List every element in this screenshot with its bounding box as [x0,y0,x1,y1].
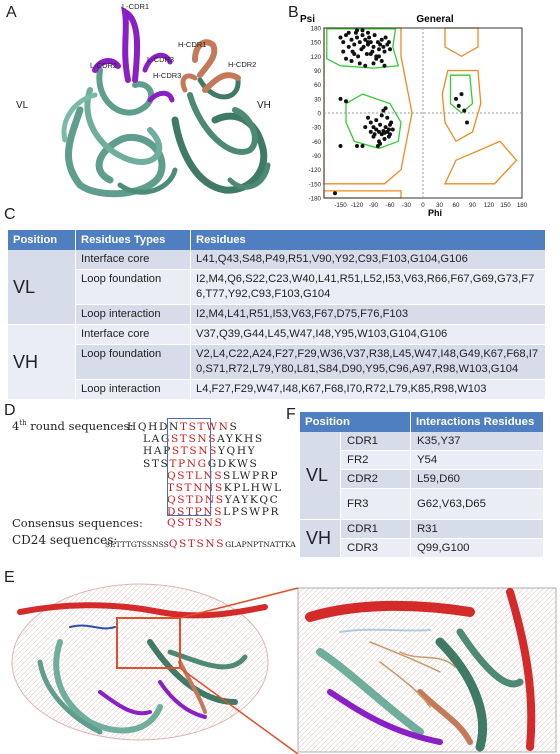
type-cell: Interface core [76,325,191,345]
lcdr3-label: L-CDR3 [147,55,175,64]
data-point [372,45,376,49]
data-point [363,64,367,68]
panel-label-a: A [6,4,17,21]
consensus-sequence: QSTSNS [167,517,224,529]
residues-cell: L41,Q43,S48,P49,R51,V90,Y92,C93,F103,G104,G106 [191,250,546,270]
panel-label-d: D [4,402,16,419]
data-point [350,59,354,63]
data-point [374,118,378,122]
sequence-row: LAGSTSNSAYKHS [143,433,264,446]
data-point [387,40,391,44]
data-point [350,38,354,42]
sequence-row: HAPSTSNSYQHY [143,445,257,458]
table-row [300,520,544,539]
position-cell-vh: VH [300,520,341,558]
alignment-box [167,418,211,516]
table-row [8,250,546,270]
sequence-row: STSTPNGGDKWS [143,457,259,470]
data-point [344,57,348,61]
type-cell: Loop interaction [76,305,191,325]
data-point [355,144,359,148]
data-point [454,97,458,101]
data-point [361,144,365,148]
data-point [358,61,362,65]
allowed-region-top-right [445,28,478,56]
data-point [387,128,391,132]
data-point [460,92,464,96]
data-point [352,52,356,56]
type-cell: Loop foundation [76,270,191,305]
data-point [377,47,381,51]
data-point [366,116,370,120]
x-tick-label: -60 [385,202,395,209]
residues-cell: V37,Q39,G44,L45,W47,I48,Y95,W103,G104,G106 [191,325,546,345]
position-cell-vh: VH [8,325,76,400]
region-cell: CDR1 [341,432,411,451]
antibody-structure-figure [0,0,290,205]
x-tick-label: -150 [334,202,347,209]
x-tick-label: 30 [436,202,443,209]
data-point [358,40,362,44]
data-point [355,35,359,39]
lcdr1-label: L-CDR1 [122,2,150,11]
data-point [355,28,359,32]
data-point [341,50,345,54]
sequence-row: QSTDNSYAYKQC [167,494,280,507]
sequence-row: QSTLNSSLWPRP [167,469,280,482]
table-row [300,432,544,451]
type-cell: Loop foundation [76,345,191,380]
data-point [369,52,373,56]
y-tick-label: 60 [314,82,321,90]
data-point [465,120,469,124]
data-point [369,120,373,124]
y-tick-label: 30 [314,96,321,104]
lcdr2-label: L-CDR2 [90,61,118,70]
x-tick-label: 180 [516,202,528,209]
data-point [376,144,380,148]
cd24-sequence: SETTTGTSSNSSQSTSNSGLAPNPTNATTKA [105,538,296,550]
data-point [385,116,389,120]
data-point [356,54,360,58]
panel-label-f: F [286,406,296,423]
y-tick-label: 0 [317,110,321,118]
data-point [383,64,387,68]
y-tick-label: 120 [310,53,321,61]
x-tick-label: -120 [350,202,364,209]
data-point [339,97,343,101]
data-point [378,43,382,47]
data-point [380,38,384,42]
data-point [373,33,377,37]
residues-cell: Y54 [410,451,543,470]
sequence-row: HQHDNTSTWNS [127,421,239,433]
table-row [8,345,546,380]
x-tick-label: 120 [483,202,495,209]
y-tick-label: 90 [314,68,321,75]
residues-cell: V2,L4,C22,A24,F27,F29,W36,V37,R38,L45,W47,I48,G49,K67,F68,I7 0,S71,R72,L79,Y80,L81,S84,D90,Y95,C96,A97,R98,W103,G104 [191,345,546,380]
x-tick-label: 150 [500,202,511,209]
panel-label-b: B [288,4,299,21]
x-tick-label: 0 [421,202,425,209]
data-point [383,50,387,54]
residues-cell: I2,M4,L41,R51,I53,V63,F67,D75,F76,F103 [191,305,546,325]
hcdr3-label: H-CDR3 [153,71,182,80]
y-tick-label: -150 [308,181,321,189]
data-point [365,52,369,56]
data-point [362,45,366,49]
data-point [363,125,367,129]
col-header-interactions: Interactions Residues [410,412,543,432]
residues-cell: Q99,G100 [410,539,543,558]
data-point [381,45,385,49]
hcdr2-label: H-CDR2 [228,60,257,69]
type-cell: Loop interaction [76,380,191,400]
data-point [377,54,381,58]
chart-title: General [416,14,454,25]
type-cell: Interface core [76,250,191,270]
table-row [8,325,546,345]
panel-label-c: C [4,206,16,223]
data-point [373,132,377,136]
residues-cell: I2,M4,Q6,S22,C23,W40,L41,R51,L52,I53,V63,R66,F67,G69,G73,F7 6,T77,Y92,C93,F103,G104 [191,270,546,305]
data-point [388,47,392,51]
residues-cell: G62,V63,D65 [410,489,543,520]
col-header-residue-types: Residues Types [76,230,191,250]
y-tick-label: -60 [312,138,321,146]
y-tick-label: -180 [308,195,321,203]
favored-region-alpha [346,94,401,148]
data-point [341,40,345,44]
y-tick-label: -30 [312,124,321,132]
residues-cell: K35,Y37 [410,432,543,451]
data-point [381,109,385,113]
y-tick-label: 150 [310,39,321,47]
data-point [361,33,365,37]
vl-label: VL [16,100,29,111]
table-row [8,270,546,305]
region-cell: CDR2 [341,470,411,489]
sequence-row: DSTPNSLPSWPR [167,506,281,519]
data-point [391,128,395,132]
region-cell: FR2 [341,451,411,470]
data-point [380,59,384,63]
region-cell: CDR3 [341,539,411,558]
data-point [462,109,466,113]
sequence-row: TSTNNSKPLHWL [167,482,283,494]
data-point [457,104,461,108]
data-point [369,130,373,134]
round-sequences-label: 4th round sequences: [12,419,134,433]
plot-axes [309,26,528,210]
allowed-region-right [442,71,481,142]
data-point [388,123,392,127]
data-point [366,31,370,35]
residue-types-table [8,230,546,400]
data-point [333,191,337,195]
data-point [372,61,376,65]
allowed-region-left [324,28,412,184]
y-tick-label: -120 [308,167,321,175]
y-axis-label: Psi [300,14,316,25]
data-point [344,99,348,103]
x-tick-label: -30 [402,202,411,209]
hcdr1-label: H-CDR1 [178,40,207,49]
data-point [383,137,387,141]
residues-cell: R31 [410,520,543,539]
residues-cell: L59,D60 [410,470,543,489]
interactions-table [300,412,544,558]
data-point [384,125,388,129]
table-row [8,305,546,325]
data-point [352,43,356,47]
table-row [8,380,546,400]
cd24-label: CD24 sequences: [12,533,118,547]
x-tick-label: 90 [469,202,476,209]
data-point [380,113,384,117]
data-point [378,123,382,127]
col-header-position: Position [8,230,76,250]
position-cell-vl: VL [300,432,341,520]
region-cell: CDR1 [341,520,411,539]
complex-structure-figure [0,582,560,754]
position-cell-vl: VL [8,250,76,325]
y-tick-label: -90 [312,153,321,160]
data-point [339,35,343,39]
data-point [387,135,391,139]
x-tick-label: -90 [369,202,378,209]
data-point [361,28,365,32]
vh-label: VH [257,100,271,111]
data-point [347,31,351,35]
col-header-position: Position [300,412,410,432]
panel-label-e: E [4,569,15,586]
data-point [366,40,370,44]
consensus-label: Consensus sequences: [12,516,143,530]
data-point [339,144,343,148]
data-point [384,35,388,39]
x-tick-label: 60 [452,202,460,209]
region-cell: FR3 [341,489,411,520]
allowed-region-bottom-right [445,141,517,184]
ramachandran-plot [296,8,526,220]
data-point [367,35,371,39]
x-axis-label: Phi [427,208,443,218]
data-point [347,45,351,49]
y-tick-label: 180 [310,25,321,33]
col-header-residues: Residues [191,230,546,250]
residues-cell: L4,F27,F29,W47,I48,K67,F68,I70,R72,L79,K85,R98,W103 [191,380,546,400]
